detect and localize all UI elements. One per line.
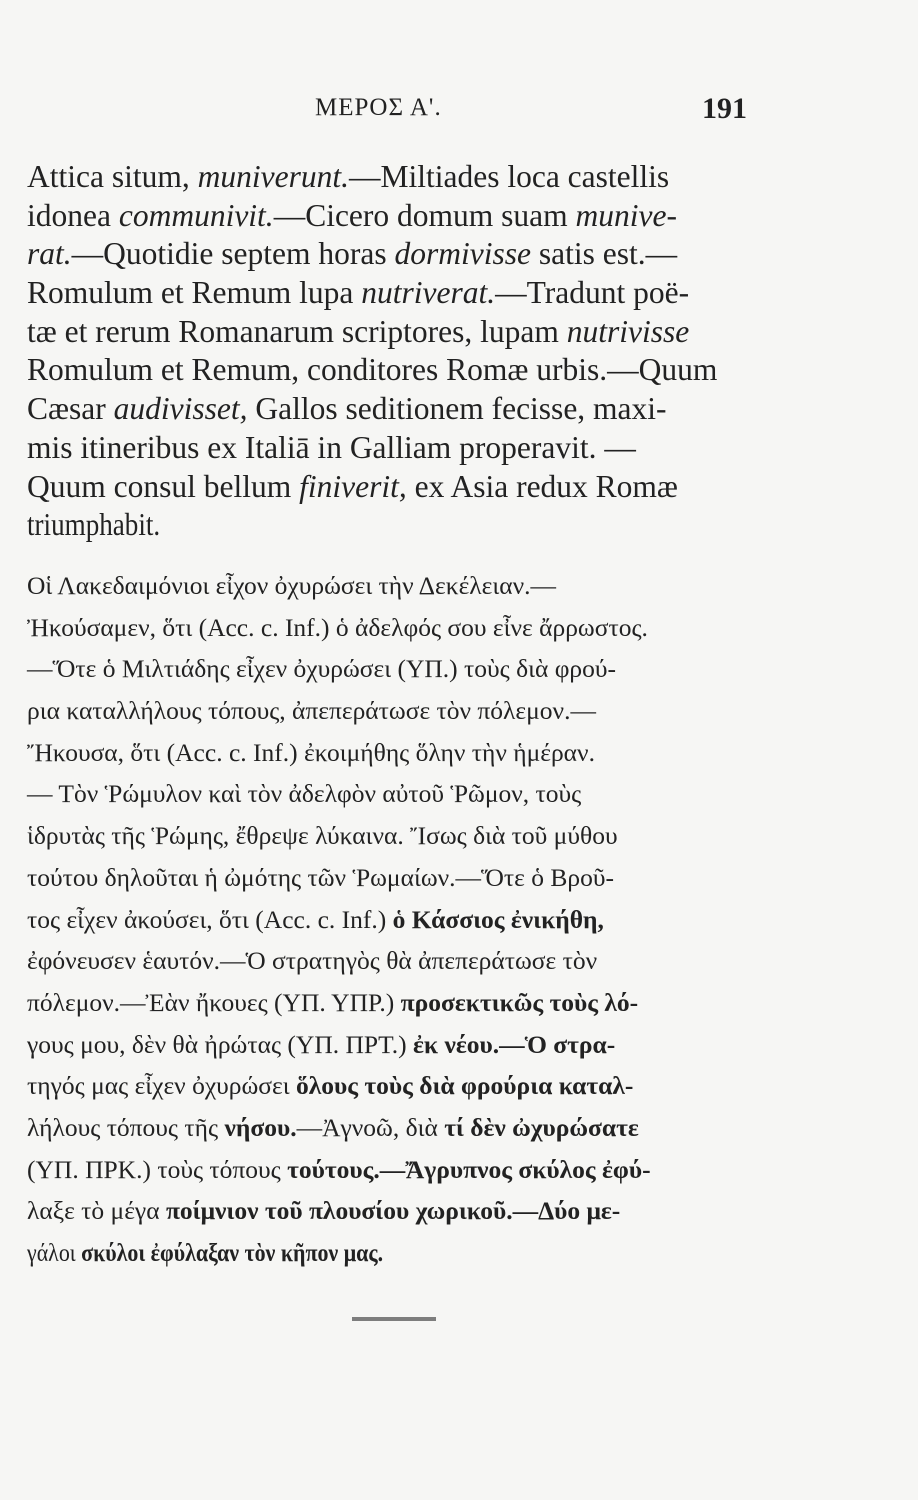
greek-text-line (27, 690, 757, 732)
text-segment: πόλεμον.—Ἐὰν ἤκουες (ΥΠ. ΥΠΡ.) (27, 987, 401, 1017)
text-segment: —Miltiades loca castellis (348, 159, 670, 194)
text-segment: (ΥΠ. ΠΡΚ.) τοὺς τόπους (27, 1154, 288, 1184)
greek-text-line (27, 857, 757, 899)
italic-verb: muniverunt. (197, 159, 349, 194)
text-segment: Ἠκούσαμεν, ὅτι (Acc. c. Inf.) ὁ ἀδελφός σου εἶνε ἄρρωστος. (27, 612, 648, 642)
text-segment: λήλους τόπους τῆς (27, 1112, 225, 1142)
greek-text-line (27, 940, 757, 982)
text-segment: ἐφόνευσεν ἑαυτόν.—Ὁ στρατηγὸς θὰ ἀπεπεράτωσε τὸν (27, 946, 598, 976)
text-segment: λαξε τὸ μέγα (27, 1196, 166, 1226)
running-title: ΜΕΡΟΣ Α'. (315, 94, 442, 121)
text-segment: Gallos seditionem fecisse, maxi- (247, 391, 667, 427)
italic-verb: dormivisse (394, 236, 531, 272)
greek-text-line (27, 982, 757, 1024)
text-segment: mis itineribus ex Italiā in Galliam properavit. — (27, 429, 636, 465)
latin-text-line (27, 235, 757, 274)
text-segment: satis est.— (530, 236, 678, 272)
italic-verb: communivit. (118, 197, 274, 233)
greek-text-line (27, 1107, 757, 1149)
text-segment: tæ et rerum Romanarum scriptores, lupam (27, 313, 567, 349)
text-segment: Attica situm, (27, 159, 198, 194)
text-segment: τηγός μας εἶχεν ὀχυρώσει (27, 1071, 296, 1101)
text-segment: Cæsar (27, 391, 114, 427)
text-segment: τος εἶχεν ἀκούσει, ὅτι (Acc. c. Inf.) (27, 904, 393, 934)
latin-text-line (27, 197, 757, 236)
greek-text-line (27, 565, 757, 607)
latin-text-line (27, 506, 655, 545)
text-segment: Quum consul bellum (27, 468, 300, 504)
text-segment: σκύλοι ἐφύλαξαν τὸν κῆπον μας. (81, 1238, 384, 1267)
latin-text-line (27, 274, 757, 313)
text-segment: Romulum et Remum lupa (27, 275, 362, 311)
text-segment: idonea (27, 197, 119, 233)
greek-text-line (27, 773, 757, 815)
text-segment: — Τὸν Ῥώμυλον καὶ τὸν ἀδελφὸν αὐτοῦ Ῥῶμον, τοὺς (27, 779, 582, 809)
greek-text-line (27, 607, 757, 649)
text-segment: ρια καταλλήλους τόπους, ἀπεπεράτωσε τὸν πόλεμον.— (27, 696, 596, 726)
greek-text-line (27, 1024, 757, 1066)
text-segment: —Ἀγνοῶ, διὰ (296, 1112, 445, 1142)
text-segment: —Ὅτε ὁ Μιλτιάδης εἶχεν ὀχυρώσει (ΥΠ.) τοὺς διὰ φρού- (27, 654, 617, 684)
italic-verb: rat. (27, 236, 72, 272)
running-head (0, 92, 918, 132)
text-segment: Ἤκουσα, ὅτι (Acc. c. Inf.) ἐκοιμήθης ὅλην τὴν ἡμέραν. (27, 737, 595, 767)
text-segment: γάλοι (27, 1238, 82, 1267)
text-segment: τούτου δηλοῦται ἡ ὠμότης τῶν Ῥωμαίων.—Ὅτε ὁ Βροῦ- (27, 862, 614, 892)
text-segment: προσεκτικῶς τοὺς λό- (400, 987, 639, 1017)
greek-text-line (27, 648, 757, 690)
latin-text-line (27, 158, 757, 197)
latin-text-line (27, 468, 757, 507)
text-segment: γους μου, δὲν θὰ ἠρώτας (ΥΠ. ΠΡΤ.) (27, 1029, 414, 1059)
greek-text-line (27, 815, 757, 857)
text-segment: —Quotidie septem horas (71, 236, 395, 272)
text-segment: ὅλους τοὺς διὰ φρούρια καταλ- (295, 1071, 634, 1101)
text-segment: —Cicero domum suam (273, 197, 576, 233)
text-segment: ποίμνιον τοῦ πλουσίου χωρικοῦ.—Δύο με- (165, 1196, 621, 1226)
text-segment: ἱδρυτὰς τῆς Ῥώμης, ἔθρεψε λύκαινα. Ἴσως διὰ τοῦ μύθου (27, 821, 618, 851)
latin-text-line (27, 351, 757, 390)
text-segment: triumphabit. (27, 507, 161, 543)
greek-text-line (27, 899, 757, 941)
greek-text-line (27, 1190, 757, 1232)
greek-text-line (27, 1065, 757, 1107)
greek-exercise-paragraph (27, 565, 757, 1274)
text-segment: ex Asia redux Romæ (406, 468, 678, 504)
italic-verb: finiverit, (299, 468, 407, 504)
greek-text-line (27, 1232, 655, 1274)
text-segment: τούτους.—Ἄγρυπνος σκύλος ἐφύ- (287, 1154, 651, 1184)
text-segment: ὁ Κάσσιος ἐνικήθη, (392, 904, 604, 934)
latin-text-line (27, 429, 757, 468)
greek-text-line (27, 1149, 757, 1191)
latin-paragraph (27, 158, 757, 545)
italic-verb: nutrivisse (566, 313, 690, 349)
italic-verb: munive- (575, 197, 677, 233)
italic-verb: audivisset, (113, 391, 248, 427)
section-end-rule (352, 1317, 436, 1321)
latin-text-line (27, 313, 757, 352)
text-segment: Οἱ Λακεδαιμόνιοι εἶχον ὀχυρώσει τὴν Δεκέλειαν.— (27, 571, 557, 600)
text-segment: νήσου. (224, 1112, 297, 1142)
latin-text-line (27, 390, 757, 429)
greek-text-line (27, 732, 757, 774)
text-segment: Romulum et Remum, conditores Romæ urbis.—Quum (27, 352, 718, 388)
text-segment: τί δὲν ὠχυρώσατε (444, 1112, 639, 1142)
page-number: 191 (702, 92, 747, 125)
text-segment: —Tradunt poë- (495, 275, 690, 311)
text-segment: ἐκ νέου.—Ὁ στρα- (413, 1029, 616, 1059)
italic-verb: nutriverat. (361, 275, 496, 311)
